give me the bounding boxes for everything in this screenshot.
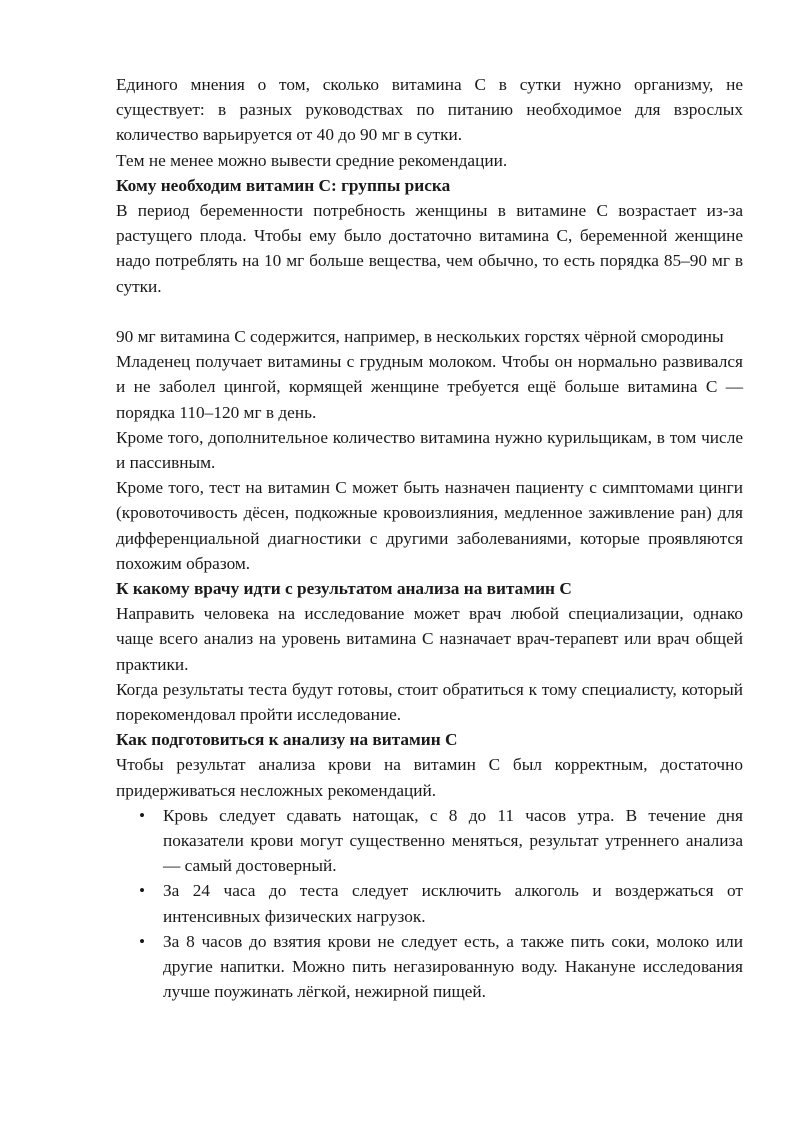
bullet-icon: • <box>139 805 146 825</box>
section-heading: Как подготовиться к анализу на витамин С <box>116 730 458 750</box>
list-item <box>116 929 743 1005</box>
paragraph: Кроме того, тест на витамин С может быть назначен пациенту с симптомами цинги (кровоточивость дёсен, подкожные кровоизлияния, медленное заживление ран) для дифференциальной диагностики с другими заболеваниями, которые проявляются похожим образом. <box>116 478 743 573</box>
section-heading: К какому врачу идти с результатом анализа на витамин С <box>116 579 572 599</box>
document-page <box>116 72 743 1005</box>
list-item-text: Кровь следует сдавать натощак, с 8 до 11 часов утра. В течение дня показатели крови могут существенно меняться, результат утреннего анализа — самый достоверный. <box>163 805 743 876</box>
paragraph: Единого мнения о том, сколько витамина С в сутки нужно организму, не существует: в разных руководствах по питанию необходимое для взрослых количество варьируется от 40 до 90 мг в сутки. <box>116 75 743 145</box>
paragraph: Чтобы результат анализа крови на витамин С был корректным, достаточно придерживаться несложных рекомендаций. <box>116 755 743 800</box>
paragraph: Направить человека на исследование может врач любой специализации, однако чаще всего анализ на уровень витамина С назначает врач-терапевт или врач общей практики. <box>116 604 743 674</box>
bullet-icon: • <box>139 931 146 951</box>
paragraph: В период беременности потребность женщины в витамине С возрастает из-за растущего плода. Чтобы ему было достаточно витамина С, беременной женщине надо потреблять на 10 мг больше вещества, чем обычно, то есть порядка 85–90 мг в сутки. <box>116 201 743 296</box>
bullet-icon: • <box>139 881 146 901</box>
paragraph: Тем не менее можно вывести средние рекомендации. <box>116 150 508 170</box>
section-heading: Кому необходим витамин С: группы риска <box>116 175 451 195</box>
list-item <box>116 803 743 879</box>
paragraph: Кроме того, дополнительное количество витамина нужно курильщикам, в том числе и пассивным. <box>116 427 743 473</box>
paragraph: Когда результаты теста будут готовы, стоит обратиться к тому специалисту, который порекомендовал пройти исследование. <box>116 679 743 725</box>
paragraph: 90 мг витамина С содержится, например, в нескольких горстях чёрной смородины <box>116 327 724 347</box>
paragraph: Младенец получает витамины с грудным молоком. Чтобы он нормально развивался и не заболел цингой, кормящей женщине требуется ещё больше витамина С — порядка 110–120 мг в день. <box>116 352 743 422</box>
list-item-text: За 24 часа до теста следует исключить алкоголь и воздержаться от интенсивных физических нагрузок. <box>163 881 743 926</box>
bullet-list <box>116 803 743 1005</box>
blank-line <box>116 299 743 324</box>
list-item-text: За 8 часов до взятия крови не следует есть, а также пить соки, молоко или другие напитки. Можно пить негазированную воду. Накануне исследования лучше поужинать лёгкой, нежирной пищей. <box>163 931 743 1002</box>
list-item <box>116 878 743 928</box>
